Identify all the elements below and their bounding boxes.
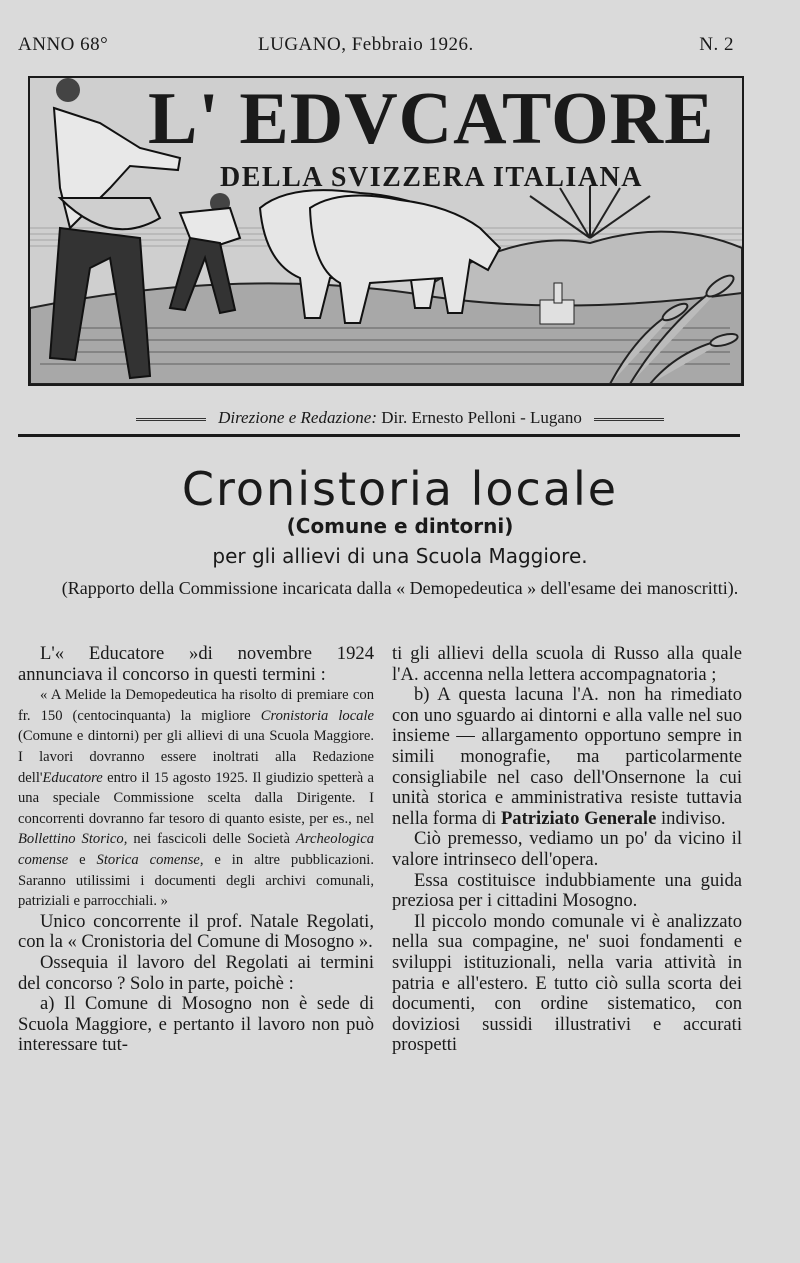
left-column [18,644,374,1056]
place-date: LUGANO, Febbraio 1926. [258,34,474,55]
article-subtitle: (Comune e dintorni) [286,514,514,538]
credit-text: Dir. Ernesto Pelloni - Lugano [381,408,582,427]
header-divider [18,434,740,437]
quoted-announcement: « A Melide la Demopedeutica ha risolto di premiare con fr. 150 (centocinquanta) la migliore Cronistoria locale (Comune e dintorni) per gli allievi di una Scuola Maggiore. I lavori dovranno essere inoltrati alla Redazione dell'Educatore entro il 15 agosto 1925. Il giudizio spetterà a una speciale Commissione scelta dalla Dirigente. I concorrenti dovranno far tesoro di quanto esiste, per es., nel Bollettino Storico, nei fascicoli delle Società Archeologica comense e Storica comense, e in altre pubblicazioni. Saranno utilissimi i documenti degli archivi comunali, patriziali e parrocchiali. » [18,687,375,910]
article-note: (Rapporto della Commissione incaricata dalla « Demopedeutica » dell'esame dei manoscritti). [61,578,739,598]
credit-label: Direzione e Redazione: [218,408,377,427]
masthead-title: L' EDVCATORE [148,78,715,160]
credit-rule-right [594,418,664,421]
paragraph: Ossequia il lavoro del Regolati ai termini del concorso ? Solo in parte, poichè : [18,951,374,994]
volume-label: ANNO 68° [18,34,109,55]
paragraph: a) Il Comune di Mosogno non è sede di Scuola Maggiore, e pertanto il lavoro non può interessare tut- [18,993,374,1056]
issue-number: N. 2 [699,34,734,55]
right-column [392,644,742,1056]
paragraph: Il piccolo mondo comunale vi è analizzato nella sua compagine, ne' suoi fondamenti e sviluppi istituzionali, nella varia attività in patria e all'estero. E tutto ciò sulla scorta dei documenti, con ordine sistematico, con doviziosi sussidi illustrativi e accurati prospetti [392,910,742,1056]
article-subheading: per gli allievi di una Scuola Maggiore. [212,544,588,568]
paragraph: b) A questa lacuna l'A. non ha rimediato con uno sguardo ai dintorni e alla valle nel suo insieme — allargamento opportuno sempre in simili monografie, ma particolarmente consigliabile nel caso dell'Onsernone la cui unità storica e amministrativa resiste tuttavia nella forma di Patriziato Generale indiviso. [392,684,742,829]
editorial-credit [0,408,800,428]
masthead-illustration [28,76,744,386]
paragraph: Essa costituisce indubbiamente una guida preziosa per i cittadini Mosogno. [392,869,742,912]
paragraph: L'« Educatore »di novembre 1924 annunciava il concorso in questi termini : [18,643,374,685]
paragraph: Ciò premesso, vediamo un po' da vicino il valore intrinseco dell'opera. [392,828,742,870]
paragraph: ti gli allievi della scuola di Russo alla quale l'A. accenna nella lettera accompagnatoria ; [392,643,742,685]
article-title: Cronistoria locale [181,462,619,516]
paragraph: Unico concorrente il prof. Natale Regolati, con la « Cronistoria del Comune di Mosogno ». [18,910,374,953]
credit-rule-left [136,418,206,421]
masthead-subtitle: DELLA SVIZZERA ITALIANA [220,162,643,193]
